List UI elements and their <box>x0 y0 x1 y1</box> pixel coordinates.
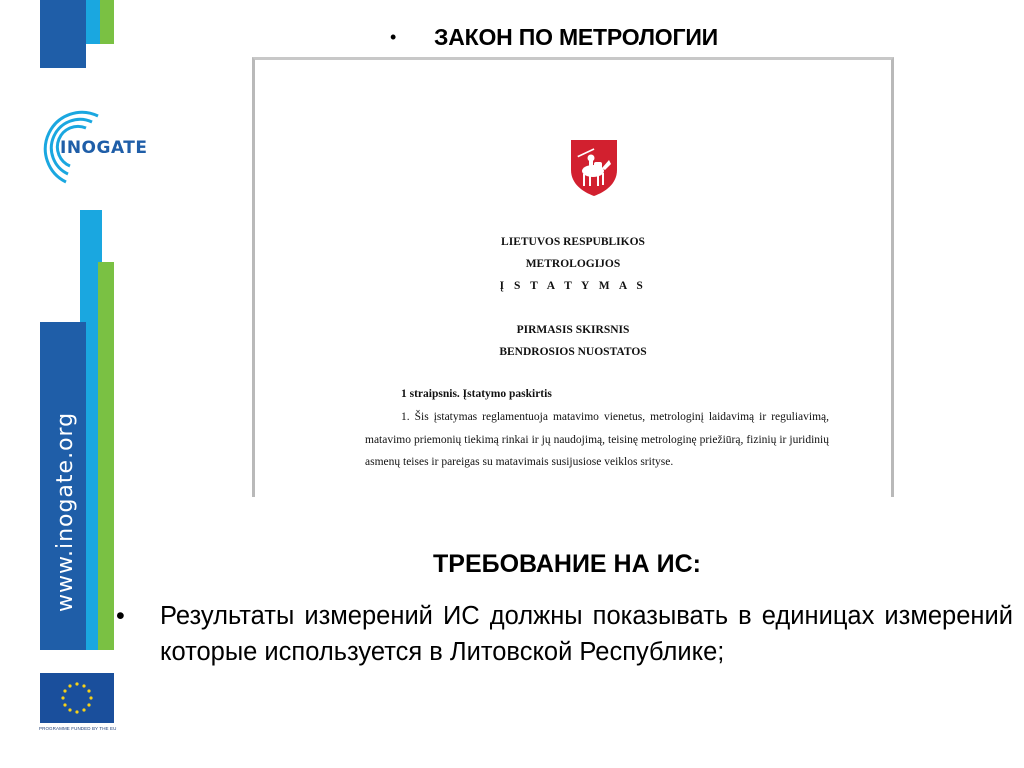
doc-section-title: BENDROSIOS NUOSTATOS <box>499 346 647 358</box>
eu-flag-icon <box>40 673 114 723</box>
inogate-logo-text: INOGATE <box>60 138 148 158</box>
bullet-icon-2: • <box>116 602 125 630</box>
bullet-icon: • <box>390 26 397 47</box>
doc-section: PIRMASIS SKIRSNIS <box>516 324 630 336</box>
sidebar-url <box>36 378 88 618</box>
doc-article-title: 1 straipsnis. Įstatymo paskirtis <box>401 388 552 400</box>
title-row <box>390 22 718 52</box>
sidebar-url-text: www.inogate.org <box>53 411 78 612</box>
doc-line-1: LIETUVOS RESPUBLIKOS <box>501 236 645 248</box>
sidebar-bar-green <box>100 0 114 44</box>
sidebar-bar-green-2 <box>98 262 114 650</box>
page-title: ЗАКОН ПО МЕТРОЛОГИИ <box>434 23 718 50</box>
sidebar-bar-light <box>86 0 100 44</box>
document-image <box>252 57 894 497</box>
doc-line-3: Į S T A T Y M A S <box>499 280 647 292</box>
doc-paragraph: 1. Šis įstatymas reglamentuoja matavimo vienetus, metrologinį laidavimą ir reguliavimą, matavimo priemonių tiekimą rinkai ir jų naudojimą, teisinę metrologinę priežiūrą, fizinių ir juridinių asmenų teises ir pareigas su matavimais susijusiose veiklos srityse. <box>365 411 829 468</box>
coat-of-arms-icon <box>569 138 619 198</box>
sidebar-bar-dark <box>40 0 86 68</box>
requirement-text: Результаты измерений ИС должны показывать в единицах измерений которые используется в Литовской Республике; <box>160 602 1013 666</box>
requirement-heading: ТРЕБОВАНИЕ НА ИС: <box>433 550 701 578</box>
eu-caption: PROGRAMME FUNDED BY THE EU <box>39 726 117 731</box>
doc-line-2: METROLOGIJOS <box>525 258 621 270</box>
